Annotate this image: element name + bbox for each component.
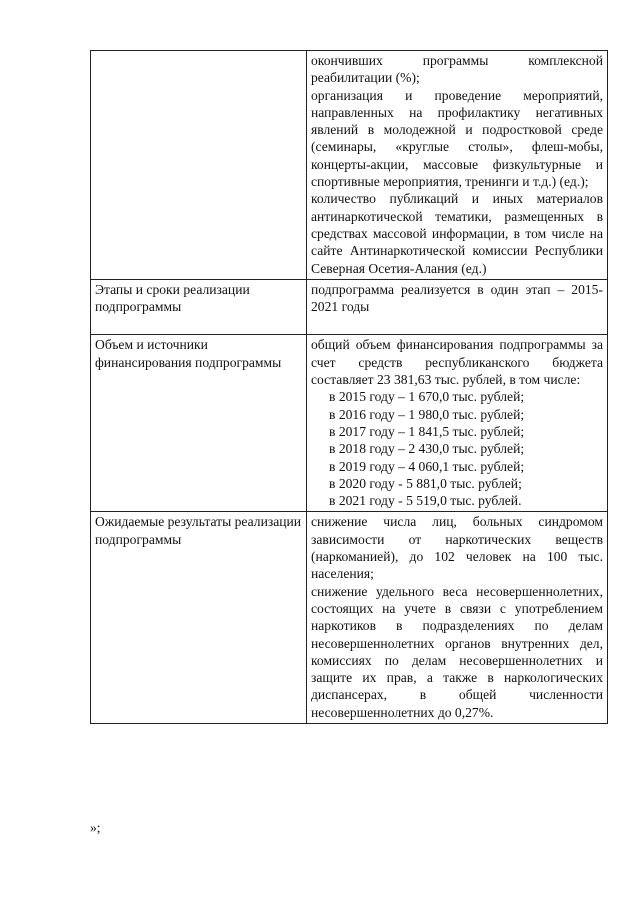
- indicator-text: количество публикаций и иных материалов антинаркотической тематики, размещенных в средствах массовой информации, в том числе на сайте Антинаркотической комиссии Республики Северная Осетия-Алания (ед.): [311, 191, 603, 276]
- closing-quote: »;: [90, 820, 101, 835]
- result-text: снижение числа лиц, больных синдромом зависимости от наркотических веществ (наркоманией), до 102 человек на 100 тыс. населения;: [311, 514, 603, 582]
- results-cell: [307, 512, 608, 724]
- financing-year-item: в 2017 году – 1 841,5 тыс. рублей;: [329, 423, 525, 439]
- financing-year-item: в 2018 году – 2 430,0 тыс. рублей;: [329, 441, 525, 457]
- financing-intro: общий объем финансирования подпрограммы за счет средств республиканского бюджета составляет 23 381,63 тыс. рублей, в том числе:: [311, 337, 603, 388]
- row-label: [91, 51, 307, 280]
- row-label: Объем и источники финансирования подпрограммы: [91, 335, 307, 512]
- stages-cell: [307, 279, 608, 335]
- row-label: Ожидаемые результаты реализации подпрограммы: [91, 512, 307, 724]
- result-text: снижение удельного веса несовершеннолетних, состоящих на учете в связи с употреблением наркотиков в подразделениях по делам несовершеннолетних органов внутренних дел, комиссиях по делам несовершеннолетних и защите их прав, а также в наркологических диспансерах, в общей численности несовершеннолетних до 0,27%.: [311, 583, 603, 720]
- stages-text: подпрограмма реализуется в один этап – 2015-2021 годы: [311, 281, 603, 315]
- financing-year-item: в 2021 году - 5 519,0 тыс. рублей.: [329, 493, 522, 509]
- financing-year-item: в 2019 году – 4 060,1 тыс. рублей;: [329, 458, 525, 474]
- table-row: [91, 51, 608, 280]
- row-label: Этапы и сроки реализации подпрограммы: [91, 279, 307, 335]
- financing-year-item: в 2016 году – 1 980,0 тыс. рублей;: [329, 406, 525, 422]
- table-row: [91, 512, 608, 724]
- financing-year-item: в 2015 году – 1 670,0 тыс. рублей;: [329, 389, 525, 405]
- table-row: [91, 335, 608, 512]
- financing-year-item: в 2020 году - 5 881,0 тыс. рублей;: [329, 475, 522, 491]
- table-row: [91, 279, 608, 335]
- indicator-text: окончивших программы комплексной реабилитации (%);: [311, 53, 603, 86]
- indicator-text: организация и проведение мероприятий, направленных на профилактику негативных явлений в молодежной и подростковой среде (семинары, «круглые столы», флеш-мобы, концерты-акции, массовые физкультурные и спортивные мероприятия, тренинги и т.д.) (ед.);: [311, 87, 603, 190]
- financing-cell: [307, 335, 608, 512]
- cell-spacer: [311, 315, 603, 332]
- passport-table: [90, 50, 608, 724]
- indicators-cell: [307, 51, 608, 280]
